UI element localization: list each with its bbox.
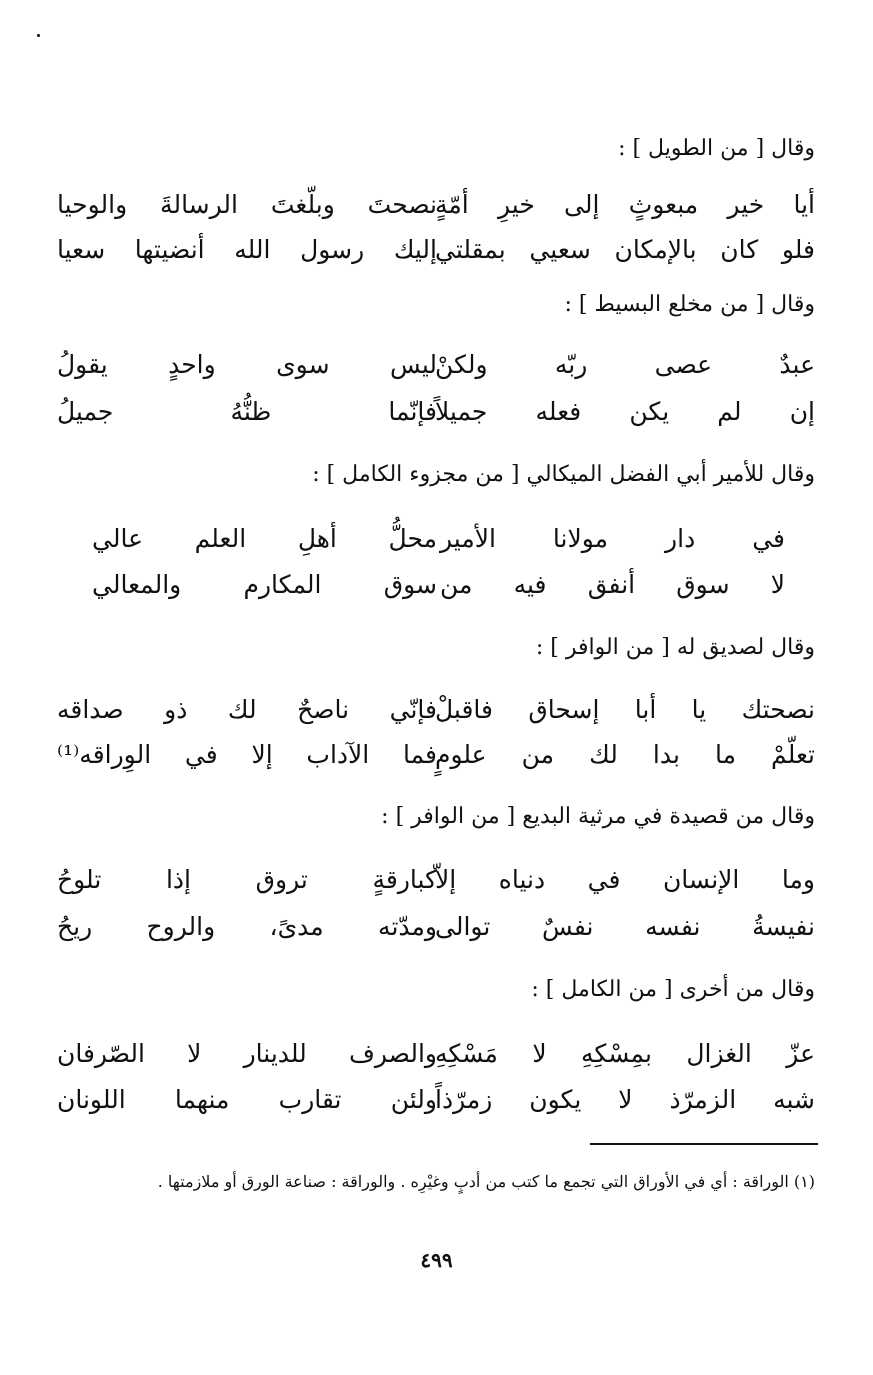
verse-second-hemistich: ليس سوى واحدٍ يقولُ [57,350,437,379]
verse-second-hemistich: ومدّته مدىً، والروح ريحُ [57,912,437,941]
verse-second-hemistich: سوق المكارم والمعالي [92,570,437,599]
verse-second-hemistich: فإنّما ظنُّهُ جميلُ [57,397,437,426]
section-intro: وقال [ من مخلع البسيط ] : [564,292,815,317]
verse-first-hemistich: تعلّمْ ما بدا لك من علومٍ [435,740,815,769]
section-intro: وقال للأمير أبي الفضل الميكالي [ من مجزوء الكامل ] : [312,462,815,487]
verse-second-hemistich: والصرف للدينار لا الصّرفان [57,1039,437,1068]
verse-second-hemistich: فما الآداب إلا في الوِراقه⁽¹⁾ [57,740,437,769]
verse-second-hemistich: إليك رسول الله أنضيتها سعيا [57,235,437,264]
verse-first-hemistich: أيا خير مبعوثٍ إلى خيرِ أمّةٍ [435,190,815,219]
section-intro: وقال لصديق له [ من الوافر ] : [535,635,815,660]
verse-first-hemistich: في دار مولانا الأمير [440,524,785,553]
verse-first-hemistich: فلو كان بالإمكان سعيي بمقلتي [435,235,815,264]
verse-second-hemistich: نصحتَ وبلّغتَ الرسالةَ والوحيا [57,190,437,219]
verse-first-hemistich: نفيسةُ نفسه نفسٌ توالى [435,912,815,941]
footnote: (١) الوراقة : أي في الأوراق التي تجمع ما كتب من أدبٍ وغيْرِه . والوراقة : صناعة الورق أو ملازمتها . [157,1172,815,1191]
verse-second-hemistich: كبارقةٍ تروق إذا تلوحُ [57,865,437,894]
section-intro: وقال من قصيدة في مرثية البديع [ من الوافر ] : [381,804,815,829]
section-intro: وقال [ من الطويل ] : [618,136,815,161]
section-intro: وقال من أخرى [ من الكامل ] : [531,977,815,1002]
verse-first-hemistich: وما الإنسان في دنياه إلاّ [435,865,815,894]
verse-first-hemistich: عزّ الغزال بمِسْكِهِ لا مَسْكِهِ [435,1039,815,1068]
verse-first-hemistich: عبدٌ عصى ربّه ولكنْ [435,350,815,379]
verse-second-hemistich: ولئن تقارب منهما اللونان [57,1085,437,1114]
footnote-divider [590,1143,818,1145]
verse-first-hemistich: إن لم يكن فعله جميلاً [435,397,815,426]
page-number: ٤٩٩ [420,1248,453,1272]
verse-first-hemistich: لا سوق أنفق فيه من [440,570,785,599]
verse-first-hemistich: شبه الزمرّذ لا يكون زمرّذاً [435,1085,815,1114]
ink-speck [37,34,40,37]
verse-second-hemistich: فإنّي ناصحٌ لك ذو صداقه [57,695,437,724]
verse-second-hemistich: محلُّ أهلِ العلم عالي [92,524,437,553]
verse-first-hemistich: نصحتك يا أبا إسحاق فاقبلْ [435,695,815,724]
